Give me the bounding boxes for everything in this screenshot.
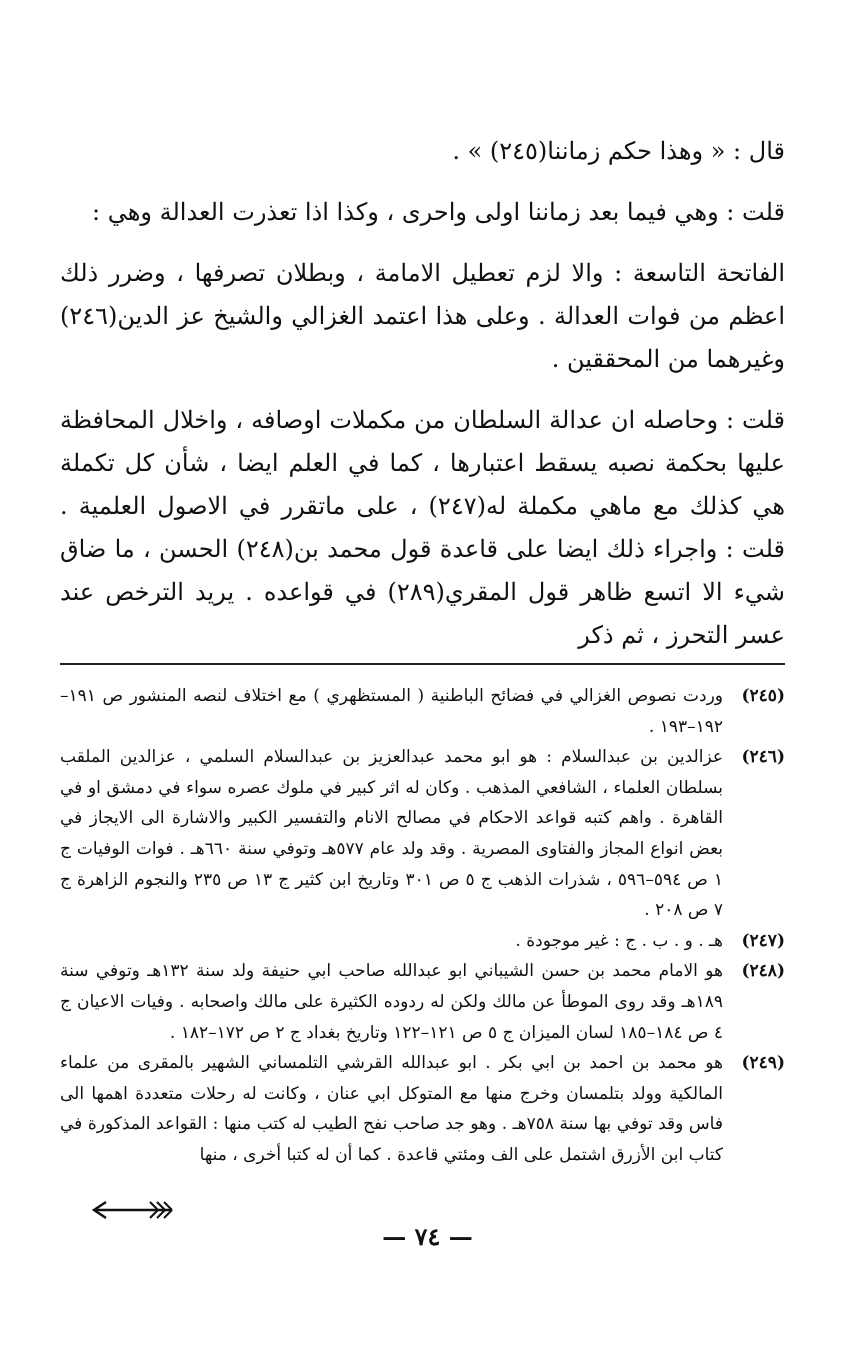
main-paragraph: الفاتحة التاسعة : والا لزم تعطيل الامامة ، وبطلان تصرفها ، وضرر ذلك اعظم من فوات العدالة . وعلى هذا اعتمد الغزالي والشيخ عز الدين(٢٤٦) وغيرهما من المحققين . (60, 259, 785, 373)
page-number: — ٧٤ — (382, 1222, 473, 1251)
footnote-number: (٢٤٨) (741, 961, 785, 982)
footnote (60, 926, 785, 957)
footnote (60, 1048, 785, 1170)
footnote-text: وردت نصوص الغزالي في فضائح الباطنية ( المستظهري ) مع اختلاف لنصه المنشور ص ١٩١–١٩٢–١٩٣ . (60, 686, 723, 737)
footnote-number: (٢٤٧) (741, 930, 785, 951)
footnote-text: هو الامام محمد بن حسن الشيباني ابو عبدالله صاحب ابي حنيفة ولد سنة ١٣٢هـ وتوفي سنة ١٨٩هـ وقد روى الموطأ عن مالك ولكن له ردوده الكثيرة على مالك واصحابه . وفيات الاعيان ج ٤ ص ١٨٤–١٨٥ لسان الميزان ج ٥ ص ١٢١–١٢٢ وتاريخ بغداد ج ٢ ص ١٧٢–١٨٢ . (60, 961, 723, 1043)
continuation-arrow-icon (88, 1198, 178, 1222)
footnote-number: (٢٤٦) (741, 747, 785, 768)
footnote (60, 956, 785, 1048)
footnote (60, 742, 785, 926)
footnote-text: عزالدين بن عبدالسلام : هو ابو محمد عبدالعزيز بن عبدالسلام السلمي ، عزالدين الملقب بسلطان العلماء ، الشافعي المذهب . وكان له اثر كبير في ملوك عصره سواء في دمشق او في القاهرة . واهم كتبه قواعد الاحكام في مصالح الانام والتفسير الكبير والاشارة الى الايجاز في بعض انواع المجاز والفتاوى المصرية . وقد ولد عام ٥٧٧هـ وتوفي سنة ٦٦٠هـ . فوات الوفيات ج ١ ص ٥٩٤–٥٩٦ ، شذرات الذهب ج ٥ ص ٣٠١ وتاريخ ابن كثير ج ١٣ ص ٢٣٥ والنجوم الزاهرة ج ٧ ص ٢٠٨ . (60, 747, 724, 921)
main-paragraph: قال : « وهذا حكم زماننا(٢٤٥) » . (452, 137, 785, 165)
footnote-separator (60, 663, 785, 665)
page-content (60, 130, 785, 1171)
main-paragraph: قلت : وحاصله ان عدالة السلطان من مكملات اوصافه ، واخلال المحافظة عليها بحكمة نصبه يسقط اعتبارها ، كما في العلم ايضا ، شأن كل تكملة هي كذلك مع ماهي مكملة له(٢٤٧) ، على ماتقرر في الاصول العلمية . قلت : واجراء ذلك ايضا على قاعدة قول محمد بن(٢٤٨) الحسن ، ما ضاق شيء الا اتسع ظاهر قول المقري(٢٨٩) في قواعده . يريد الترخص عند عسر التحرز ، ثم ذكر (60, 406, 786, 649)
footnote-text: هـ . و . ب . ج : غير موجودة . (515, 930, 723, 951)
footnote (60, 681, 785, 742)
main-text (60, 130, 785, 657)
footnote-number: (٢٤٥) (741, 686, 785, 706)
footnotes (60, 681, 785, 1171)
main-paragraph: قلت : وهي فيما بعد زماننا اولى واحرى ، وكذا اذا تعذرت العدالة وهي : (92, 198, 785, 226)
footnote-text: هو محمد بن احمد بن ابي بكر . ابو عبدالله القرشي التلمساني الشهير بالمقرى من علماء المالكية وولد بتلمسان وخرج منها مع المتوكل ابي عنان ، وكانت له رحلات متعددة اهمها الى فاس وقد توفي بها سنة ٧٥٨هـ . وهو جد صاحب نفح الطيب له كتب منها : القواعد المذكورة في كتاب ابن الأزرق اشتمل على الف ومئتي قاعدة . كما أن له كتبا أخرى ، منها (60, 1053, 723, 1165)
footnote-number: (٢٤٩) (741, 1053, 785, 1074)
